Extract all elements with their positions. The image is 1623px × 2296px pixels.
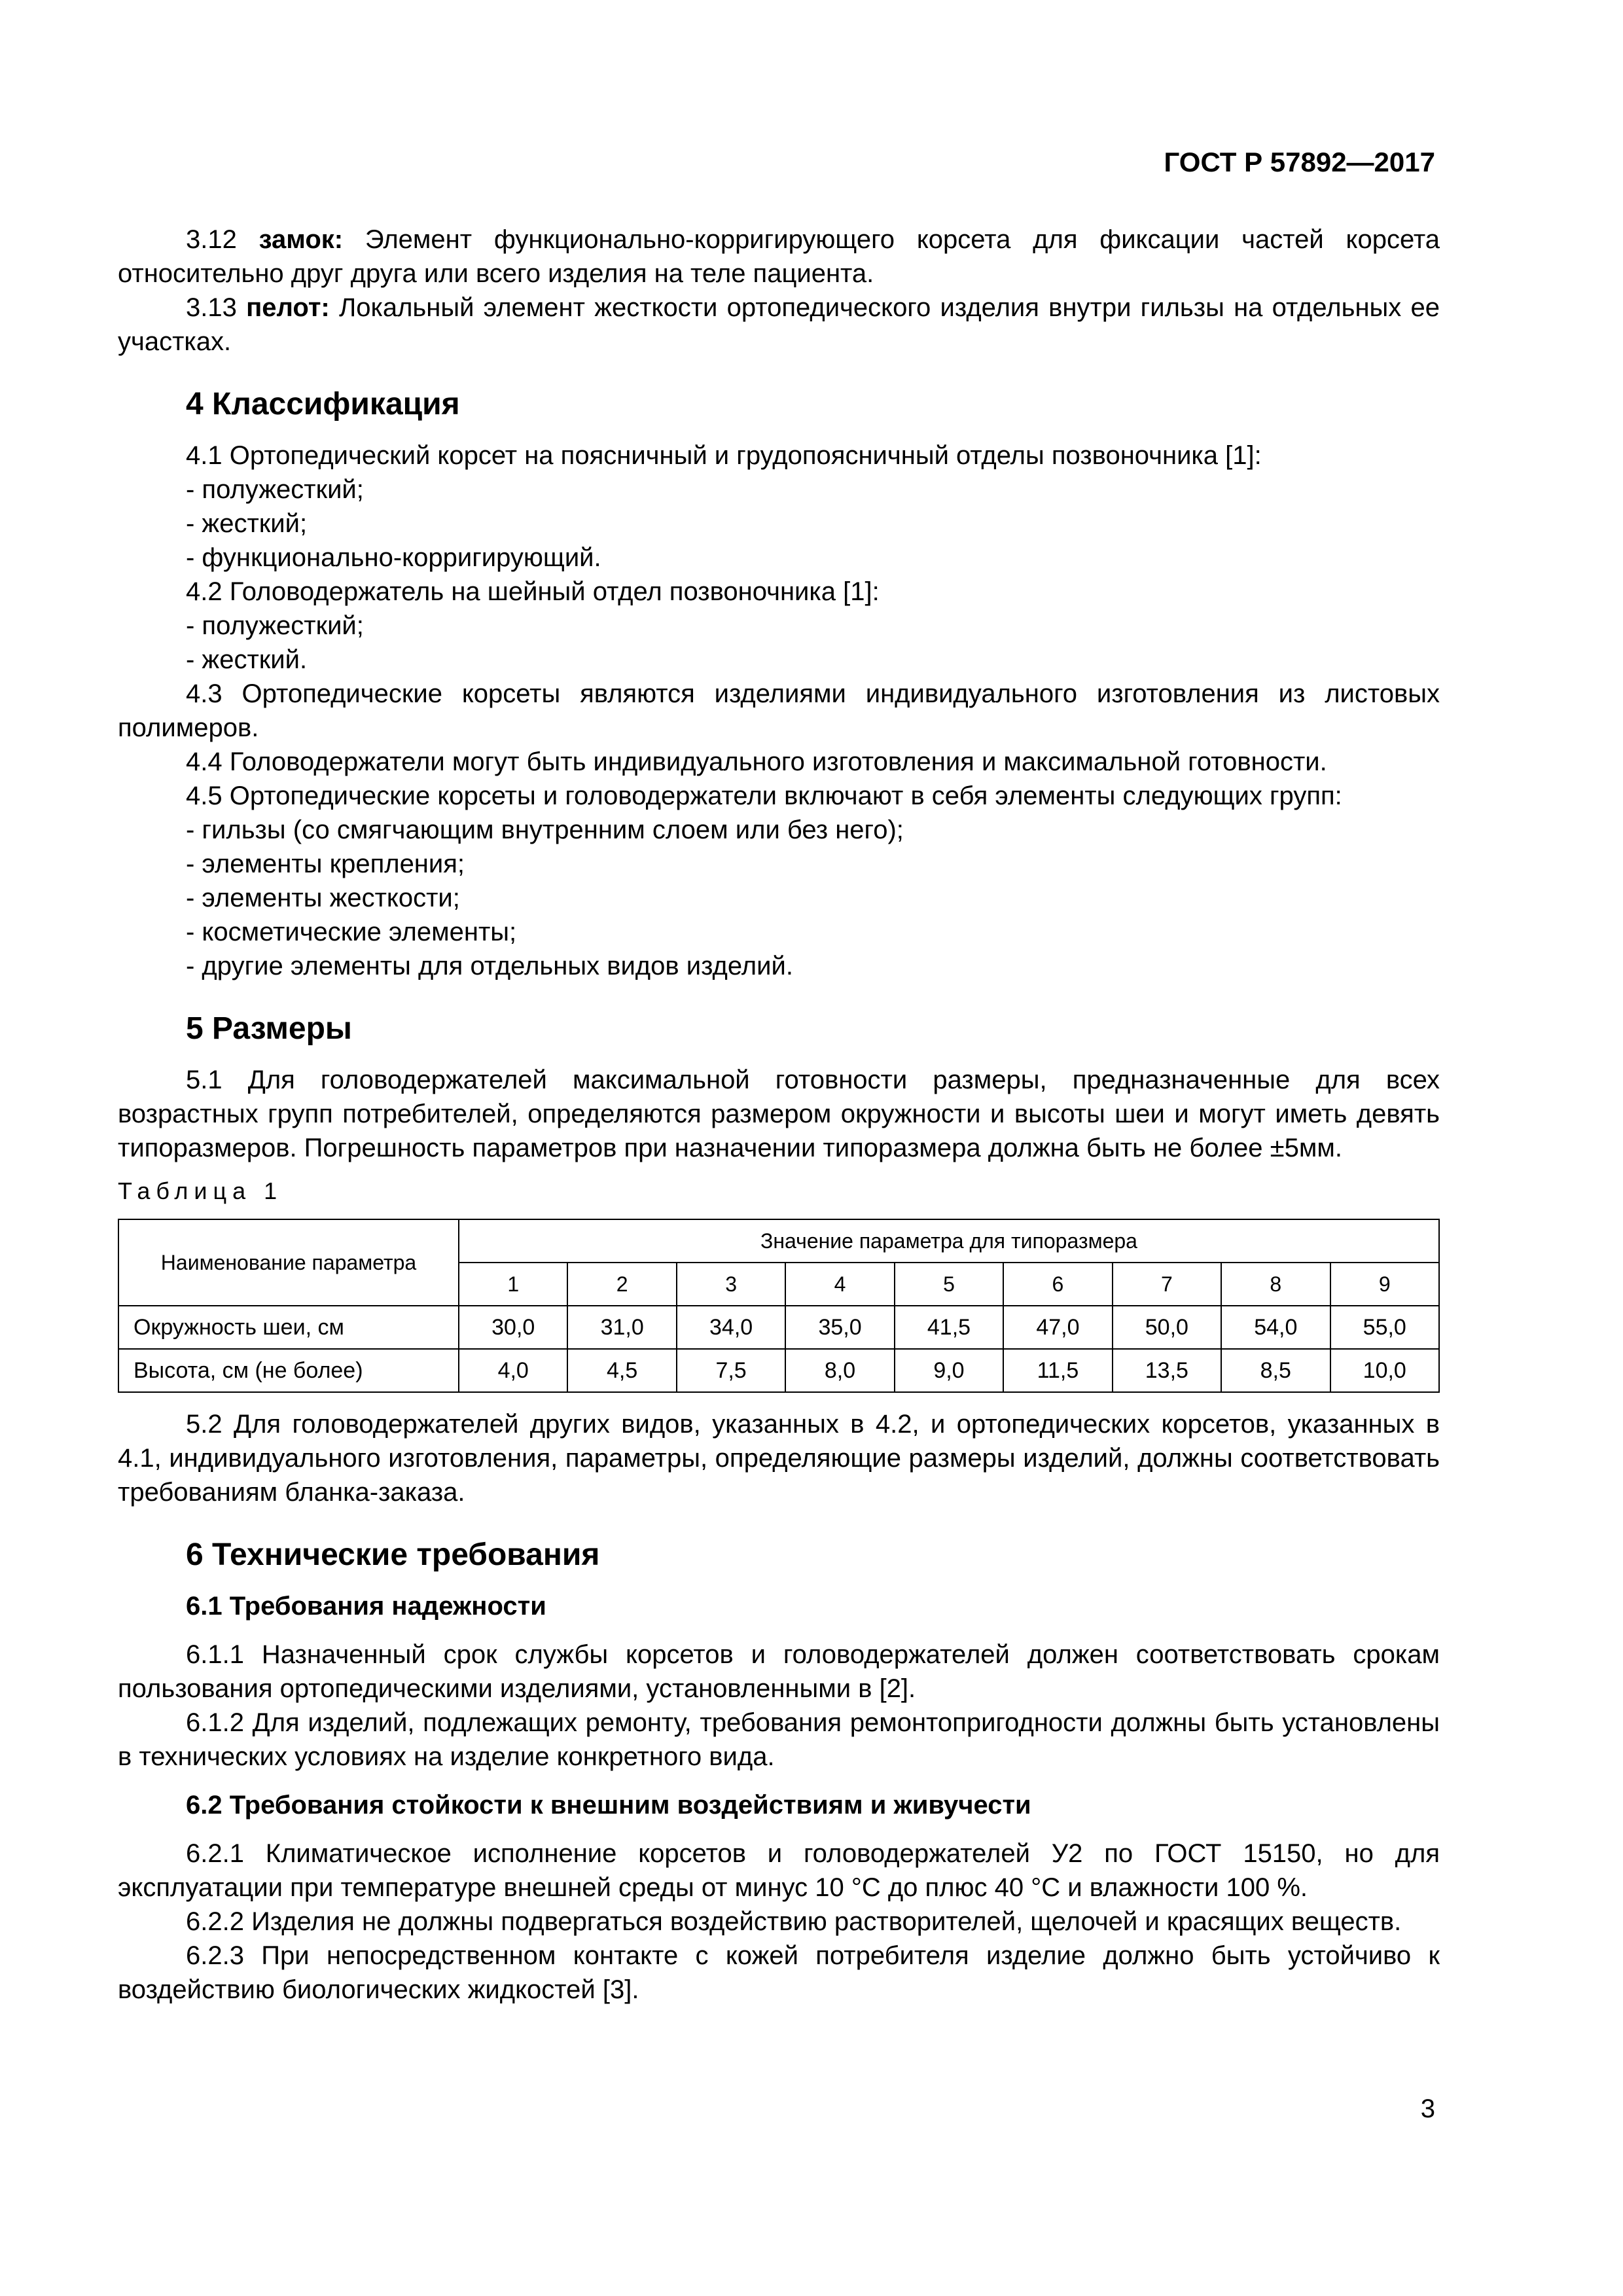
size-cell: 7 <box>1113 1263 1221 1306</box>
size-table <box>118 1219 1440 1393</box>
size-cell: 1 <box>459 1263 567 1306</box>
term: замок: <box>259 225 344 254</box>
paragraph-3-13 <box>118 291 1440 359</box>
paragraph-4-4: 4.4 Головодержатели могут быть индивидуального изготовления и максимальной готовности. <box>186 747 1327 776</box>
table-cell: 34,0 <box>677 1306 785 1349</box>
row-label: Окружность шеи, см <box>118 1306 459 1349</box>
table-cell: 30,0 <box>459 1306 567 1349</box>
size-cell: 4 <box>785 1263 894 1306</box>
table-cell: 9,0 <box>895 1349 1003 1392</box>
table-cell: 10,0 <box>1330 1349 1440 1392</box>
list-item: - элементы крепления; <box>186 850 465 878</box>
list-item: - жесткий. <box>186 645 308 674</box>
table-cell: 11,5 <box>1003 1349 1112 1392</box>
table-cell: 4,0 <box>459 1349 567 1392</box>
paragraph-5-1: 5.1 Для головодержателей максимальной готовности размеры, предназначенные для всех возрастных групп потребителей, определяются размером окружности и высоты шеи и могут иметь девять типоразмеров. Погрешность параметров при назначении типоразмера должна быть не более ±5мм. <box>118 1066 1440 1162</box>
list-item: - полужесткий; <box>186 611 364 640</box>
table-cell: 4,5 <box>567 1349 676 1392</box>
table-cell: 31,0 <box>567 1306 676 1349</box>
table-header-parameter: Наименование параметра <box>118 1219 459 1306</box>
section-4-title: 4 Классификация <box>186 387 460 422</box>
list-item: - косметические элементы; <box>186 918 517 946</box>
table-cell: 13,5 <box>1113 1349 1221 1392</box>
paragraph-4-5: 4.5 Ортопедические корсеты и головодержатели включают в себя элементы следующих групп: <box>186 781 1342 810</box>
paragraph-6-1-2: 6.1.2 Для изделий, подлежащих ремонту, требования ремонтопригодности должны быть установлены в технических условиях на изделие конкретного вида. <box>118 1708 1440 1771</box>
subsection-6-1-title: 6.1 Требования надежности <box>186 1592 546 1621</box>
subsection-6-2-title: 6.2 Требования стойкости к внешним воздействиям и живучести <box>186 1791 1031 1820</box>
table-cell: 54,0 <box>1221 1306 1330 1349</box>
page-number: 3 <box>1420 2094 1435 2123</box>
row-label: Высота, см (не более) <box>118 1349 459 1392</box>
table-cell: 41,5 <box>895 1306 1003 1349</box>
table-cell: 7,5 <box>677 1349 785 1392</box>
table-cell: 8,0 <box>785 1349 894 1392</box>
document-header: ГОСТ Р 57892—2017 <box>1164 147 1435 177</box>
table-caption: Таблица 1 <box>118 1177 283 1204</box>
list-item: - другие элементы для отдельных видов изделий. <box>186 952 793 980</box>
list-item: - гильзы (со смягчающим внутренним слоем или без него); <box>186 816 904 844</box>
definition: Локальный элемент жесткости ортопедического изделия внутри гильзы на отдельных ее участках. <box>118 293 1440 356</box>
size-cell: 5 <box>895 1263 1003 1306</box>
list-item: - функционально-корригирующий. <box>186 543 601 572</box>
paragraph-4-1: 4.1 Ортопедический корсет на поясничный и грудопоясничный отделы позвоночника [1]: <box>186 441 1262 470</box>
table-row <box>118 1349 1439 1392</box>
size-cell: 8 <box>1221 1263 1330 1306</box>
list-item: - полужесткий; <box>186 475 364 504</box>
paragraph-3-12 <box>118 223 1440 291</box>
paragraph-6-2-2: 6.2.2 Изделия не должны подвергаться воздействию растворителей, щелочей и красящих веществ. <box>186 1907 1402 1936</box>
section-6-title: 6 Технические требования <box>186 1537 600 1572</box>
table-cell: 35,0 <box>785 1306 894 1349</box>
size-cell: 9 <box>1330 1263 1440 1306</box>
paragraph-6-2-3: 6.2.3 При непосредственном контакте с кожей потребителя изделие должно быть устойчиво к воздействию биологических жидкостей [3]. <box>118 1941 1440 2004</box>
list-item: - элементы жесткости; <box>186 884 460 912</box>
paragraph-4-2: 4.2 Головодержатель на шейный отдел позвоночника [1]: <box>186 577 880 606</box>
clause-number: 3.13 <box>186 293 247 322</box>
table-cell: 55,0 <box>1330 1306 1440 1349</box>
size-cell: 6 <box>1003 1263 1112 1306</box>
table-cell: 50,0 <box>1113 1306 1221 1349</box>
section-5-title: 5 Размеры <box>186 1011 352 1046</box>
paragraph-6-1-1: 6.1.1 Назначенный срок службы корсетов и головодержателей должен соответствовать срокам пользования ортопедическими изделиями, установленными в [2]. <box>118 1640 1440 1703</box>
table-cell: 47,0 <box>1003 1306 1112 1349</box>
term: пелот: <box>246 293 330 322</box>
table-row <box>118 1306 1439 1349</box>
clause-number: 3.12 <box>186 225 259 254</box>
size-cell: 2 <box>567 1263 676 1306</box>
table-cell: 8,5 <box>1221 1349 1330 1392</box>
page-content <box>118 223 1440 2007</box>
list-item: - жесткий; <box>186 509 308 538</box>
table-header-value: Значение параметра для типоразмера <box>459 1219 1439 1263</box>
size-cell: 3 <box>677 1263 785 1306</box>
paragraph-6-2-1: 6.2.1 Климатическое исполнение корсетов и головодержателей У2 по ГОСТ 15150, но для эксплуатации при температуре внешней среды от минус 10 °С до плюс 40 °С и влажности 100 %. <box>118 1839 1440 1902</box>
paragraph-5-2: 5.2 Для головодержателей других видов, указанных в 4.2, и ортопедических корсетов, указанных в 4.1, индивидуального изготовления, параметры, определяющие размеры изделий, должны соответствовать требованиям бланка-заказа. <box>118 1410 1440 1507</box>
definition: Элемент функционально-корригирующего корсета для фиксации частей корсета относительно друг друга или всего изделия на теле пациента. <box>118 225 1440 288</box>
paragraph-4-3: 4.3 Ортопедические корсеты являются изделиями индивидуального изготовления из листовых полимеров. <box>118 679 1440 742</box>
